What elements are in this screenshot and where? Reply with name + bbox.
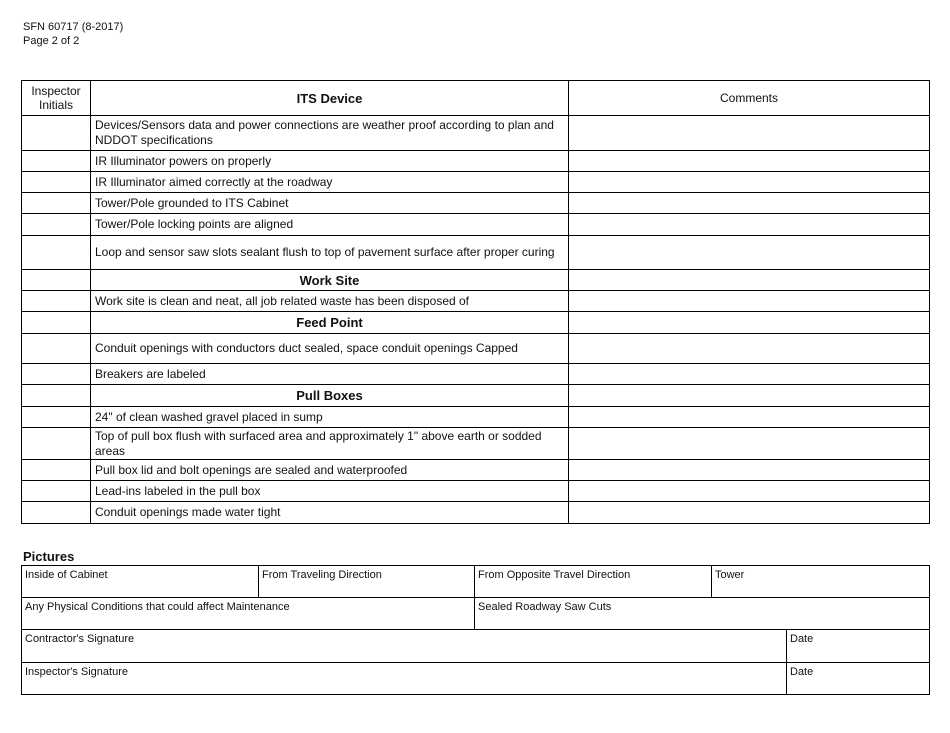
initials-cell[interactable] — [22, 270, 91, 291]
comments-cell[interactable] — [569, 334, 930, 364]
pictures-table — [21, 565, 930, 695]
initials-cell[interactable] — [22, 364, 91, 385]
initials-cell[interactable] — [22, 193, 91, 214]
table-header-row — [22, 81, 930, 116]
header-comments: Comments — [569, 81, 930, 116]
table-row — [22, 291, 930, 312]
checklist-item: Breakers are labeled — [91, 364, 569, 385]
initials-cell[interactable] — [22, 151, 91, 172]
header-its-device: ITS Device — [91, 81, 569, 116]
checklist-item: Devices/Sensors data and power connections are weather proof according to plan and NDDOT specifications — [91, 116, 569, 151]
comments-cell[interactable] — [569, 502, 930, 524]
comments-cell[interactable] — [569, 151, 930, 172]
initials-cell[interactable] — [22, 116, 91, 151]
comments-cell[interactable] — [569, 407, 930, 428]
section-row-work-site — [22, 270, 930, 291]
checklist-item: Conduit openings made water tight — [91, 502, 569, 524]
contractor-date-field[interactable]: Date — [787, 630, 930, 663]
physical-conditions-field[interactable]: Any Physical Conditions that could affect Maintenance — [22, 598, 475, 630]
from-opposite-direction-field[interactable]: From Opposite Travel Direction — [475, 566, 712, 598]
checklist-item: Conduit openings with conductors duct sealed, space conduit openings Capped — [91, 334, 569, 364]
table-row — [22, 502, 930, 524]
table-row — [22, 116, 930, 151]
initials-cell[interactable] — [22, 428, 91, 460]
table-row — [22, 172, 930, 193]
section-heading: Feed Point — [91, 312, 569, 334]
inspector-signature-field[interactable]: Inspector's Signature — [22, 663, 787, 695]
comments-cell[interactable] — [569, 236, 930, 270]
table-row — [22, 334, 930, 364]
comments-cell[interactable] — [569, 460, 930, 481]
from-traveling-direction-field[interactable]: From Traveling Direction — [259, 566, 475, 598]
checklist-item: 24" of clean washed gravel placed in sump — [91, 407, 569, 428]
initials-cell[interactable] — [22, 460, 91, 481]
table-row — [22, 193, 930, 214]
table-row — [22, 428, 930, 460]
section-heading: Pull Boxes — [91, 385, 569, 407]
saw-cuts-field[interactable]: Sealed Roadway Saw Cuts — [475, 598, 930, 630]
checklist-item: Work site is clean and neat, all job related waste has been disposed of — [91, 291, 569, 312]
table-row — [22, 460, 930, 481]
page-number: Page 2 of 2 — [23, 35, 80, 47]
inside-of-cabinet-field[interactable]: Inside of Cabinet — [22, 566, 259, 598]
initials-cell[interactable] — [22, 312, 91, 334]
initials-cell[interactable] — [22, 334, 91, 364]
comments-cell[interactable] — [569, 172, 930, 193]
checklist-item: Top of pull box flush with surfaced area and approximately 1" above earth or sodded areas — [91, 428, 569, 460]
comments-cell[interactable] — [569, 116, 930, 151]
table-row — [22, 481, 930, 502]
checklist-item: Lead-ins labeled in the pull box — [91, 481, 569, 502]
section-row-pull-boxes — [22, 385, 930, 407]
comments-cell[interactable] — [569, 291, 930, 312]
table-row — [22, 151, 930, 172]
initials-cell[interactable] — [22, 502, 91, 524]
checklist-item: Tower/Pole grounded to ITS Cabinet — [91, 193, 569, 214]
section-heading: Work Site — [91, 270, 569, 291]
initials-cell[interactable] — [22, 236, 91, 270]
table-row — [22, 364, 930, 385]
initials-cell[interactable] — [22, 481, 91, 502]
comments-cell[interactable] — [569, 385, 930, 407]
form-number: SFN 60717 (8-2017) — [23, 21, 124, 33]
comments-cell[interactable] — [569, 214, 930, 236]
table-row — [22, 407, 930, 428]
form-identifier — [23, 20, 123, 48]
initials-cell[interactable] — [22, 291, 91, 312]
table-row — [22, 214, 930, 236]
comments-cell[interactable] — [569, 364, 930, 385]
comments-cell[interactable] — [569, 428, 930, 460]
inspection-checklist-table — [21, 80, 930, 524]
comments-cell[interactable] — [569, 312, 930, 334]
header-inspector-initials: Inspector Initials — [22, 81, 91, 116]
contractor-signature-field[interactable]: Contractor's Signature — [22, 630, 787, 663]
section-row-feed-point — [22, 312, 930, 334]
checklist-item: IR Illuminator powers on properly — [91, 151, 569, 172]
checklist-item: IR Illuminator aimed correctly at the roadway — [91, 172, 569, 193]
initials-cell[interactable] — [22, 407, 91, 428]
checklist-item: Pull box lid and bolt openings are sealed and waterproofed — [91, 460, 569, 481]
table-row — [22, 236, 930, 270]
initials-cell[interactable] — [22, 385, 91, 407]
tower-field[interactable]: Tower — [712, 566, 930, 598]
comments-cell[interactable] — [569, 270, 930, 291]
comments-cell[interactable] — [569, 481, 930, 502]
comments-cell[interactable] — [569, 193, 930, 214]
pictures-heading: Pictures — [23, 549, 75, 564]
initials-cell[interactable] — [22, 214, 91, 236]
checklist-item: Tower/Pole locking points are aligned — [91, 214, 569, 236]
checklist-item: Loop and sensor saw slots sealant flush to top of pavement surface after proper curing — [91, 236, 569, 270]
initials-cell[interactable] — [22, 172, 91, 193]
inspector-date-field[interactable]: Date — [787, 663, 930, 695]
